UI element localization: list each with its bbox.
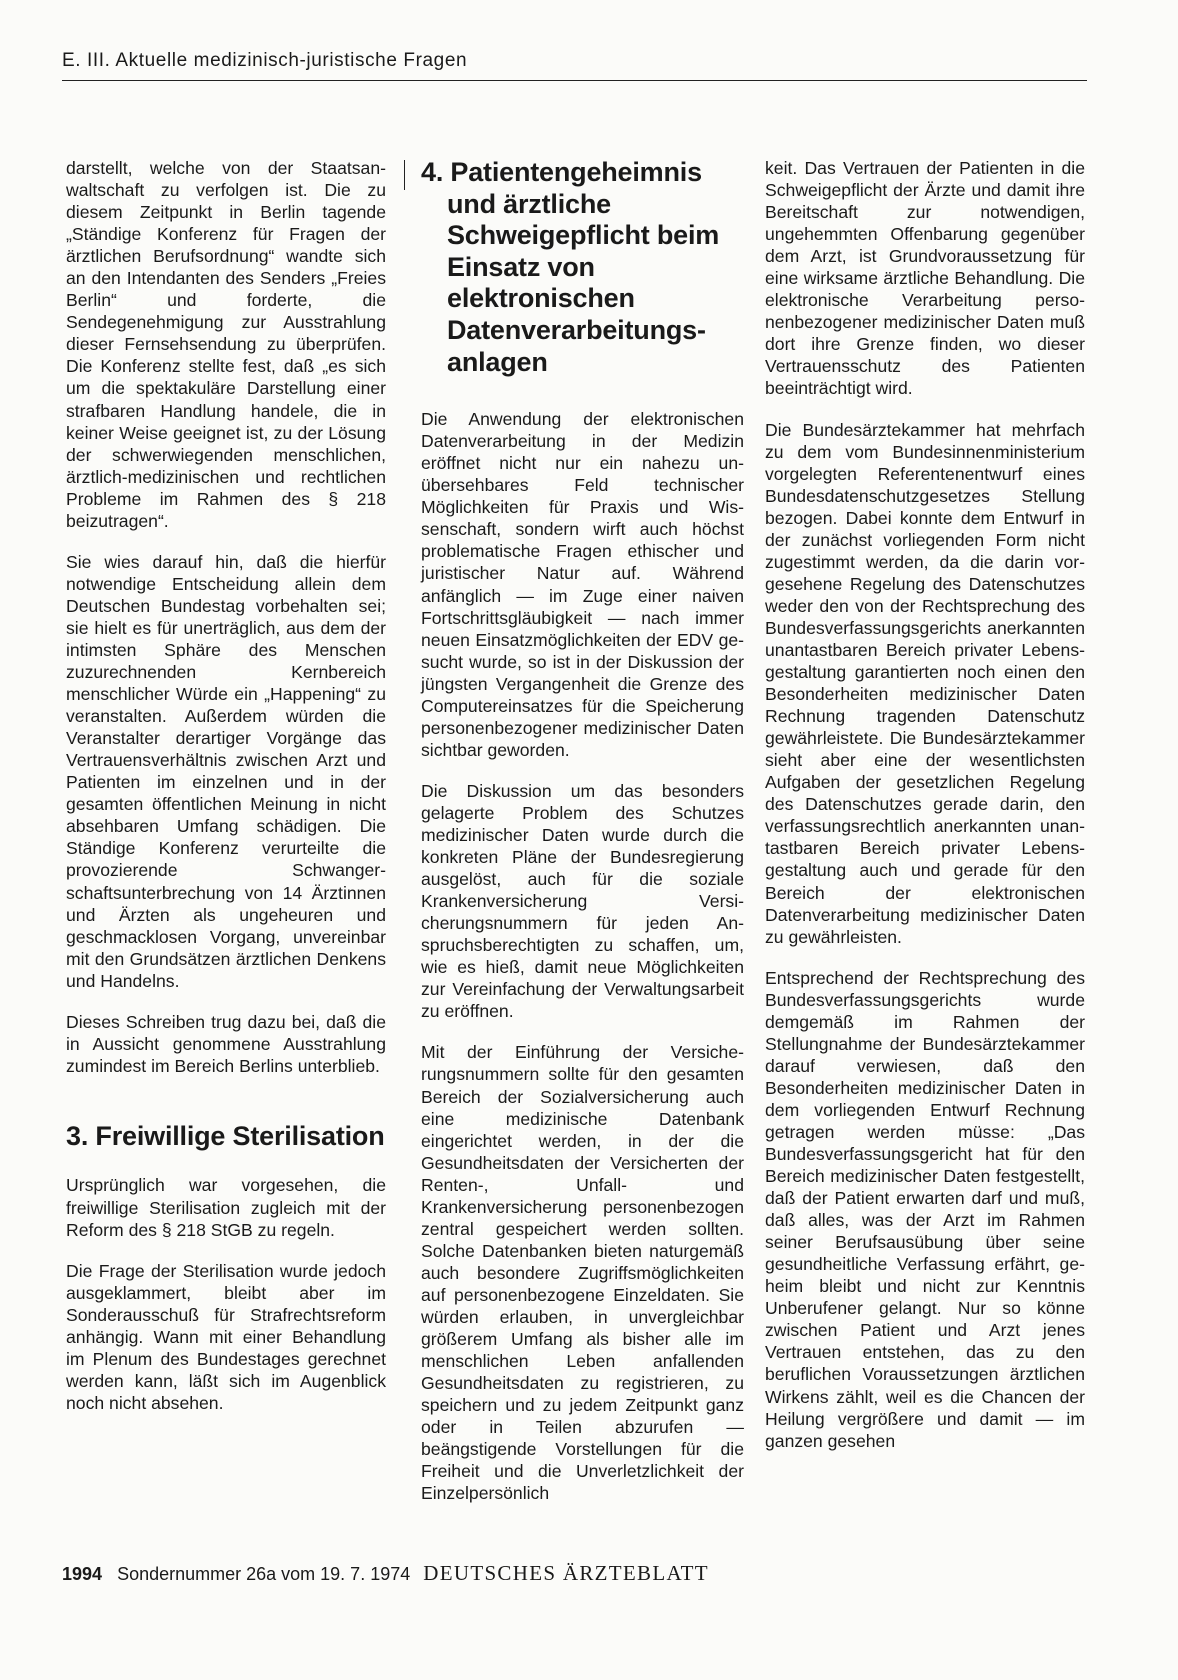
paragraph: keit. Das Vertrauen der Patienten in die Schweigepflicht der Ärzte und damit ihre Bereitschaft zur notwendigen, ungehemmten Offenbarung gegenüber dem Arzt, ist Grundvoraussetzung für eine wirksame ärztliche Behandlung. Die elektronische Verarbeitung personenbezogener medizinischer Daten muß dort ihre Grenze finden, wo dieser Vertrauensschutz des Patienten beeinträchtigt wird.	[765, 158, 1085, 399]
paragraph: Die Bundesärztekammer hat mehrfach zu dem vom Bundesinnenministerium vorgelegten Referentenentwurf eines Bundesdatenschutzgesetzes Stellung bezogen. Dabei konnte dem Entwurf in der zunächst vorliegenden Form nicht zugestimmt werden, da die darin vorgesehene Regelung des Datenschutzes weder den von der Rechtsprechung des Bundesverfassungsgerichts anerkannten unantastbaren Bereich privater Lebensgestaltung garantierten noch einen den Besonderheiten medizinischer Daten Rechnung tragenden Datenschutz gewährleistete. Die Bundesärztekammer sieht aber eine der wesentlichsten Aufgaben der gesetzlichen Regelung des Datenschutzes gerade darin, den verfassungsrechtlich anerkannten unantastbaren Bereich privater Lebensgestaltung auch und gerade für den Bereich der elektronischen Datenverarbeitung medizinischer Daten zu gewährleisten.	[765, 419, 1085, 947]
paragraph: Die Diskussion um das besonders gelagerte Problem des Schutzes medizinischer Daten wurde durch die konkreten Pläne der Bundesregierung ausgelöst, auch für die soziale Krankenversicherung Versicherungsnummern für jeden Anspruchsberechtigten zu schaffen, um, wie es hieß, damit neue Möglichkeiten zur Vereinfachung der Verwaltungsarbeit zu eröffnen.	[421, 780, 744, 1022]
running-header: E. III. Aktuelle medizinisch-juristische Fragen	[62, 50, 1087, 81]
page-number: 1994	[62, 1564, 103, 1584]
column-2	[421, 157, 744, 1523]
paragraph: Ursprünglich war vorgesehen, die freiwillige Sterilisation zugleich mit der Reform des § 218 StGB zu regeln.	[66, 1175, 386, 1240]
paragraph: Mit der Einführung der Versicherungsnummern sollte für den gesamten Bereich der Sozialversicherung auch eine medizinische Datenbank eingerichtet werden, in der die Gesundheitsdaten der Versicherten der Renten-, Unfall- und Krankenversicherung personenbezogen zentral gespeichert werden sollten. Solche Datenbanken bieten naturgemäß auch besondere Zugriffsmöglichkeiten auf personenbezogene Einzeldaten. Sie würden erlauben, in unvergleichbar größerem Umfang als bisher alle im menschlichen Leben anfallenden Gesundheitsdaten zu registrieren, zu speichern und zu jedem Zeitpunkt ganz oder in Teilen abzurufen — beängstigende Vorstellungen für die Freiheit und die Unverletzlichkeit der Einzelpersönlich	[421, 1042, 744, 1504]
paragraph: Dieses Schreiben trug dazu bei, daß die in Aussicht genommene Ausstrahlung zumindest im Bereich Berlins unterblieb.	[66, 1011, 386, 1076]
paragraph: Sie wies darauf hin, daß die hierfür notwendige Entscheidung allein dem Deutschen Bundestag vorbehalten sei; sie hielt es für unerträglich, aus dem der intimsten Sphäre des Menschen zuzurechnenden Kernbereich menschlicher Würde ein „Happening“ zu veranstalten. Außerdem würden die Veranstalter derartiger Vorgänge das Vertrauensverhältnis zwischen Arzt und Patienten im einzelnen und in der gesamten öffentlichen Meinung in nicht absehbaren Umfang schädigen. Die Ständige Konferenz verurteilte die provozierende Schwangerschaftsunterbrechung von 14 Ärztinnen und Ärzten als ungeheuren und geschmacklosen Vorgang, unvereinbar mit den Grundsätzen ärztlichen Denkens und Handelns.	[66, 551, 386, 991]
paragraph: Entsprechend der Rechtsprechung des Bundesverfassungsgerichts wurde demgemäß im Rahmen der Stellungnahme der Bundesärztekammer darauf verwiesen, daß den Besonderheiten medizinischer Daten in dem vorliegenden Entwurf Rechnung getragen werden müsse: „Das Bundesverfassungsgericht hat für den Bereich medizinischer Daten festgestellt, daß der Patient erwarten darf und muß, daß alles, was der Arzt im Rahmen seiner Berufsausübung über seine gesundheitliche Verfassung erfährt, geheim bleibt und nicht zur Kenntnis Unberufener gelangt. Nur so könne zwischen Patient und Arzt jenes Vertrauen entstehen, das zu den beruflichen Voraussetzungen ärztlichen Wirkens zählt, weil es die Chancen der Heilung vergrößere und damit — im ganzen gesehen	[765, 967, 1085, 1451]
page-footer	[62, 1561, 709, 1586]
section-heading-4: 4. Patientengeheimnis und ärztliche Schweigepflicht beim Einsatz von elektronischen Datenverarbeitungsanlagen	[421, 157, 720, 377]
column-rule	[404, 160, 405, 190]
paragraph: darstellt, welche von der Staatsanwaltschaft zu verfolgen ist. Die zu diesem Zeitpunkt in Berlin tagende „Ständige Konferenz für Fragen der ärztlichen Berufsordnung“ wandte sich an den Intendanten des Senders „Freies Berlin“ und forderte, die Sendegenehmigung zur Ausstrahlung dieser Fernsehsendung zu überprüfen. Die Konferenz stellte fest, daß „es sich um die spektakuläre Darstellung einer strafbaren Handlung handele, die in keiner Weise geeignet ist, zu der Lösung der schwerwiegenden menschlichen, ärztlich-medizinischen und rechtlichen Probleme im Rahmen des § 218 beizutragen“.	[66, 158, 386, 531]
column-1	[66, 157, 386, 1433]
paragraph: Die Frage der Sterilisation wurde jedoch ausgeklammert, bleibt aber im Sonderausschuß für Strafrechtsreform anhängig. Wann mit einer Behandlung im Plenum des Bundestages gerechnet werden kann, läßt sich im Augenblick noch nicht absehen.	[66, 1260, 386, 1413]
issue-info: Sondernummer 26a vom 19. 7. 1974	[117, 1564, 411, 1584]
paragraph: Die Anwendung der elektronischen Datenverarbeitung in der Medizin eröffnet nicht nur ein nahezu unübersehbares Feld technischer Möglichkeiten für Praxis und Wissenschaft, sondern wirft auch höchst problematische Fragen ethischer und juristischer Natur auf. Während anfänglich — im Zuge einer naiven Fortschrittsgläubigkeit — nach immer neuen Einsatzmöglichkeiten der EDV gesucht wurde, so ist in der Diskussion der jüngsten Vergangenheit die Grenze des Computereinsatzes für die Speicherung personenbezogener medizinischer Daten sichtbar geworden.	[421, 409, 744, 760]
magazine-name: DEUTSCHES ÄRZTEBLATT	[423, 1561, 709, 1585]
column-3	[765, 157, 1085, 1471]
section-heading-3: 3. Freiwillige Sterilisation	[66, 1120, 385, 1151]
